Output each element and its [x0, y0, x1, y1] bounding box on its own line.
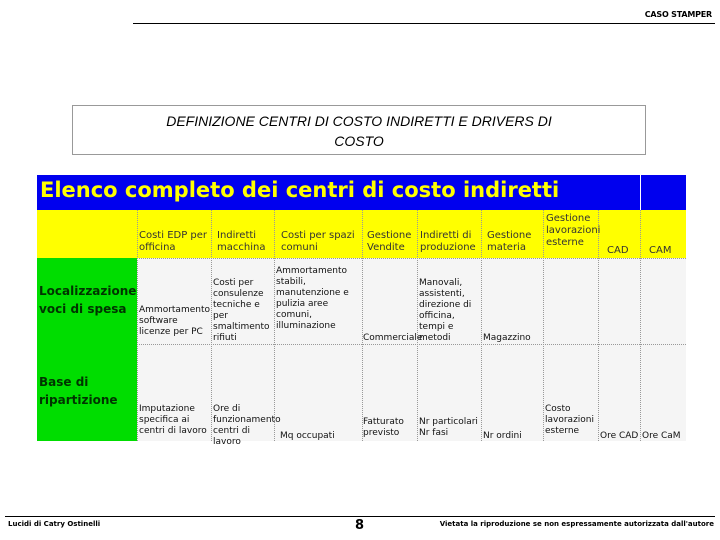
page-number: 8: [355, 518, 365, 533]
row-label: [39, 282, 135, 318]
table-cell: Ammortamento stabili, manutenzione e pulizia aree comuni, illuminazione: [276, 266, 349, 331]
grid-line: [417, 210, 418, 441]
footer-rule: [5, 516, 715, 517]
grid-line: [640, 210, 641, 441]
row-label-line: ripartizione: [39, 393, 118, 407]
column-header: Indiretti di produzione: [420, 230, 476, 253]
column-header: Gestione materia: [487, 230, 532, 253]
footer-notice: Vietata la riproduzione se non espressamente autorizzata dall'autore: [439, 520, 714, 528]
slide-title-box: [72, 105, 646, 155]
table-cell: Costi per consulenze tecniche e per smaltimento rifiuti: [213, 278, 270, 343]
header-rule: [133, 23, 715, 24]
column-header: Gestione Vendite: [367, 230, 412, 253]
table-cell: Manovali, assistenti, direzione di officina, tempi e metodi: [419, 278, 472, 343]
column-header: CAM: [649, 245, 672, 256]
grid-line: [211, 210, 212, 441]
grid-line: [362, 210, 363, 441]
column-header: Costi EDP per officina: [139, 230, 208, 253]
row-label-line: Base di: [39, 375, 89, 389]
grid-line: [137, 344, 686, 345]
row-label-line: Localizzazione: [39, 284, 137, 298]
table-cell: Imputazione specifica ai centri di lavoro: [139, 404, 207, 436]
grid-line: [598, 210, 599, 441]
row-label-line: voci di spesa: [39, 302, 127, 316]
column-header: CAD: [607, 245, 629, 256]
grid-line: [137, 210, 138, 441]
table-cell: Mq occupati: [280, 431, 335, 441]
grid-line: [543, 210, 544, 441]
grid-line: [137, 258, 686, 259]
table-cell: Costo lavorazioni esterne: [545, 404, 594, 436]
grid-line: [481, 210, 482, 441]
table-cell: Ammortamento software licenze per PC: [139, 305, 210, 337]
column-header: Gestione lavorazioni esterne: [546, 213, 601, 248]
table-cell: Fatturato previsto: [363, 417, 404, 438]
table-cell: Commerciale: [363, 333, 423, 343]
grid-line: [274, 210, 275, 441]
column-header: Indiretti macchina: [217, 230, 266, 253]
table-cell: Nr ordini: [483, 431, 522, 441]
header-title: CASO STAMPER: [644, 10, 712, 19]
footer-author: Lucidi di Catry Ostinelli: [8, 520, 101, 528]
slide-title-line1: DEFINIZIONE CENTRI DI COSTO INDIRETTI E DRIVERS DI: [166, 113, 552, 129]
table-cell: Ore di funzionamento centri di lavoro: [213, 404, 281, 447]
table-cell: Magazzino: [483, 333, 531, 343]
row-label: [39, 373, 135, 409]
table-cell: Ore CaM: [642, 431, 681, 441]
table-heading: Elenco completo dei centri di costo indiretti: [40, 178, 560, 202]
table-heading-band: [37, 175, 686, 210]
cost-centers-table: [37, 175, 686, 447]
slide-title-line2: COSTO: [334, 133, 384, 149]
table-cell: Nr particolari Nr fasi: [419, 417, 478, 438]
table-cell: Ore CAD: [600, 431, 639, 441]
heading-separator: [640, 175, 641, 210]
column-header: Costi per spazi comuni: [281, 230, 355, 253]
